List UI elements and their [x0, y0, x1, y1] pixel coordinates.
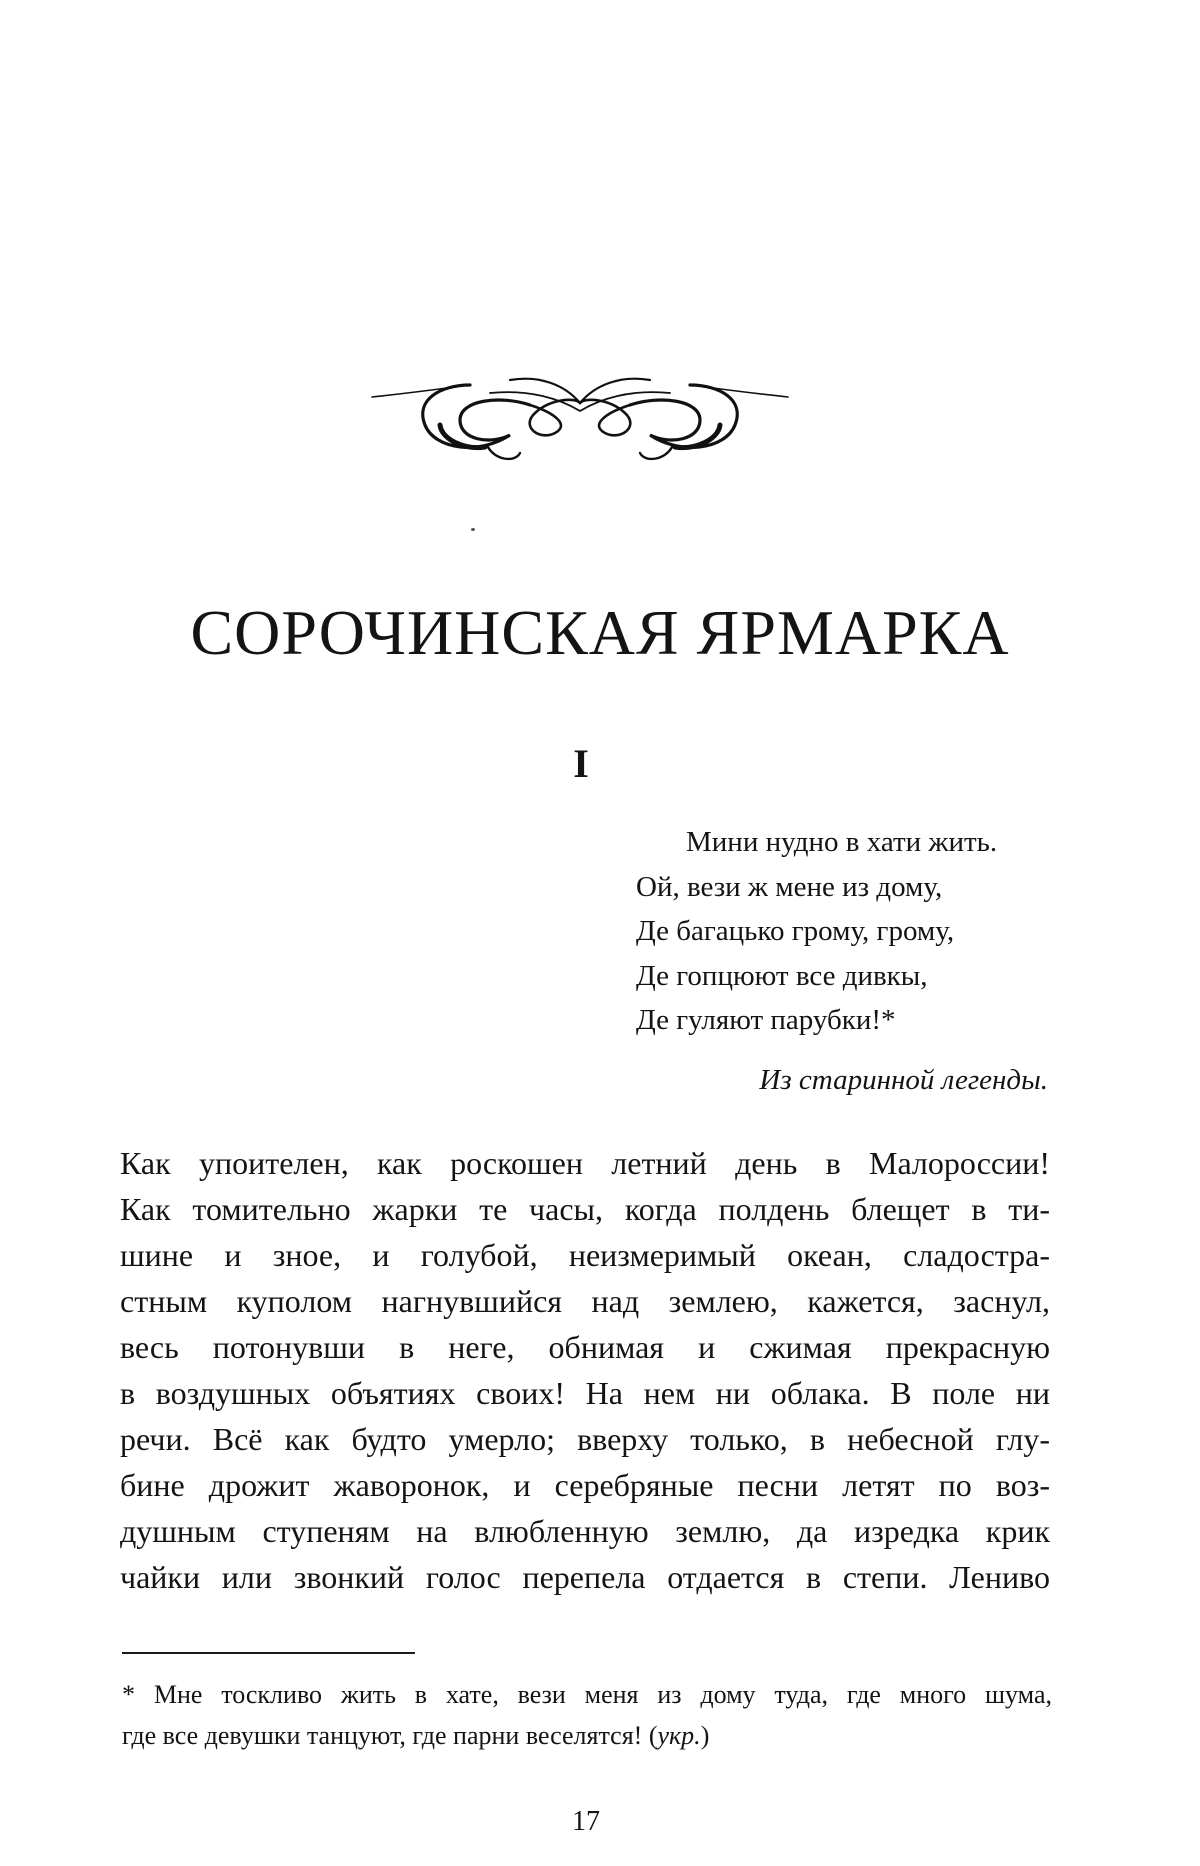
body-line: шине и зное, и голубой, неизмеримый океан, сладостра-	[120, 1237, 1050, 1273]
footnote-line: * Мне тоскливо жить в хате, вези меня из дому туда, где много шума,	[122, 1680, 1052, 1709]
body-line: Как упоителен, как роскошен летний день в Малороссии!	[120, 1145, 1050, 1181]
epigraph-line: Де багацько грому, грому,	[636, 915, 955, 947]
body-line: Как томительно жарки те часы, когда полдень блещет в ти-	[120, 1191, 1050, 1227]
body-line: бине дрожит жаворонок, и серебряные песни летят по воз-	[120, 1467, 1050, 1503]
epigraph-line: Мини нудно в хати жить.	[686, 826, 998, 858]
footnote-close-paren: )	[700, 1721, 710, 1750]
footnote	[122, 1674, 1052, 1756]
epigraph	[636, 820, 1048, 1043]
body-line: стным куполом нагнувшийся над землею, кажется, заснул,	[120, 1283, 1050, 1319]
footnote-text: где все девушки танцуют, где парни веселятся! (	[122, 1721, 658, 1750]
print-speck	[471, 528, 475, 531]
epigraph-source: Из старинной легенды.	[759, 1064, 1048, 1096]
body-line: душным ступеням на влюбленную землю, да изредка крик	[120, 1513, 1050, 1549]
body-paragraph	[120, 1140, 1050, 1600]
epigraph-line: Де гуляют парубки!*	[636, 1004, 896, 1036]
footnote-language-abbr: укр.	[657, 1721, 701, 1750]
chapter-number: I	[573, 741, 589, 786]
body-line: речи. Всё как будто умерло; вверху только, в небесной глу-	[120, 1421, 1050, 1457]
flourish-ornament-icon	[370, 355, 790, 470]
page-title: СОРОЧИНСКАЯ ЯРМАРКА	[190, 597, 1010, 668]
footnote-divider	[122, 1652, 415, 1654]
footnote-line	[122, 1715, 1052, 1756]
body-line: весь потонувши в неге, обнимая и сжимая прекрасную	[120, 1329, 1050, 1365]
page-number: 17	[572, 1806, 600, 1837]
epigraph-line: Ой, вези ж мене из дому,	[636, 870, 943, 903]
body-line: чайки или звонкий голос перепела отдается в степи. Лениво	[120, 1559, 1050, 1595]
body-line: в воздушных объятиях своих! На нем ни облака. В поле ни	[120, 1375, 1050, 1411]
epigraph-line: Де гопцюют все дивкы,	[636, 959, 928, 992]
